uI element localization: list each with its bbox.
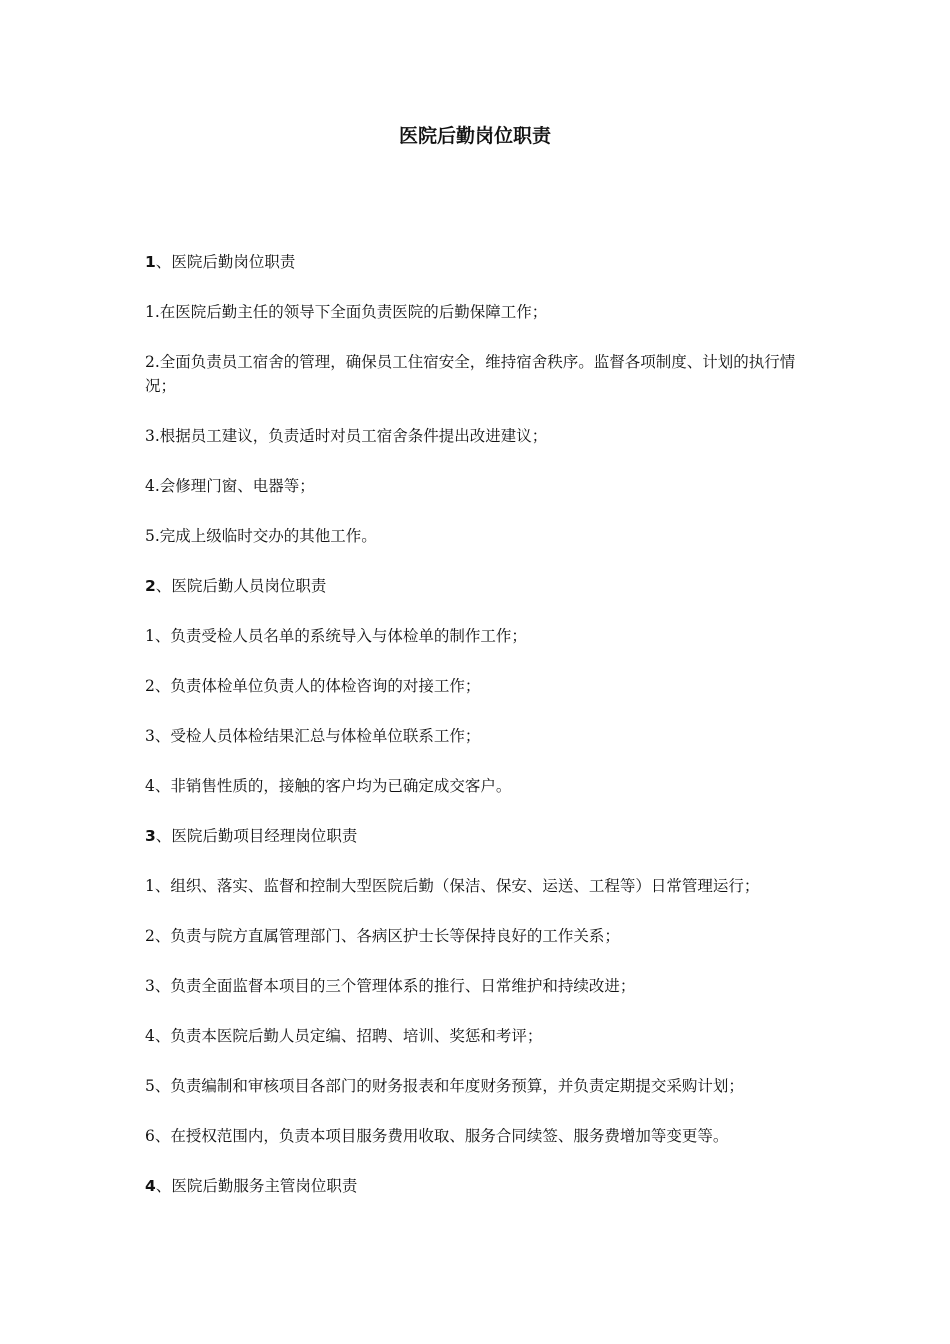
- section-title: 医院后勤人员岗位职责: [171, 577, 327, 595]
- section-heading-2: [145, 574, 810, 598]
- section-heading-4: [145, 1174, 810, 1198]
- section-separator: 、: [155, 1177, 172, 1195]
- list-item: 2、负责与院方直属管理部门、各病区护士长等保持良好的工作关系；: [145, 927, 620, 945]
- document-body: [145, 250, 810, 1224]
- section-number: 1: [145, 253, 156, 271]
- list-item: 3、受检人员体检结果汇总与体检单位联系工作；: [145, 727, 481, 745]
- section-heading-1: [145, 250, 810, 274]
- section-separator: 、: [155, 577, 172, 595]
- section-number: 4: [145, 1177, 156, 1195]
- list-item: 4、负责本医院后勤人员定编、招聘、培训、奖惩和考评；: [145, 1027, 543, 1045]
- section-number: 2: [145, 577, 156, 595]
- list-item: 6、在授权范围内，负责本项目服务费用收取、服务合同续签、服务费增加等变更等。: [145, 1127, 729, 1145]
- section-title: 医院后勤服务主管岗位职责: [171, 1177, 358, 1195]
- list-item: 4、非销售性质的，接触的客户均为已确定成交客户。: [145, 777, 512, 795]
- list-item: 2.全面负责员工宿舍的管理，确保员工住宿安全，维持宿舍秩序。监督各项制度、计划的执行情况；: [145, 353, 796, 395]
- section-title: 医院后勤项目经理岗位职责: [171, 827, 358, 845]
- list-item: 1.在医院后勤主任的领导下全面负责医院的后勤保障工作；: [145, 303, 548, 321]
- document-title: 医院后勤岗位职责: [398, 125, 551, 147]
- list-item: 2、负责体检单位负责人的体检咨询的对接工作；: [145, 677, 481, 695]
- list-item: 5、负责编制和审核项目各部门的财务报表和年度财务预算，并负责定期提交采购计划；: [145, 1077, 744, 1095]
- section-separator: 、: [155, 827, 172, 845]
- section-number: 3: [145, 827, 156, 845]
- list-item: 4.会修理门窗、电器等；: [145, 477, 315, 495]
- list-item: 3.根据员工建议，负责适时对员工宿舍条件提出改进建议；: [145, 427, 548, 445]
- section-separator: 、: [155, 253, 172, 271]
- list-item: 1、负责受检人员名单的系统导入与体检单的制作工作；: [145, 627, 527, 645]
- list-item: 5.完成上级临时交办的其他工作。: [145, 527, 377, 545]
- section-title: 医院后勤岗位职责: [171, 253, 296, 271]
- section-heading-3: [145, 824, 810, 848]
- list-item: 3、负责全面监督本项目的三个管理体系的推行、日常维护和持续改进；: [145, 977, 636, 995]
- list-item: 1、组织、落实、监督和控制大型医院后勤（保洁、保安、运送、工程等）日常管理运行；: [145, 877, 760, 895]
